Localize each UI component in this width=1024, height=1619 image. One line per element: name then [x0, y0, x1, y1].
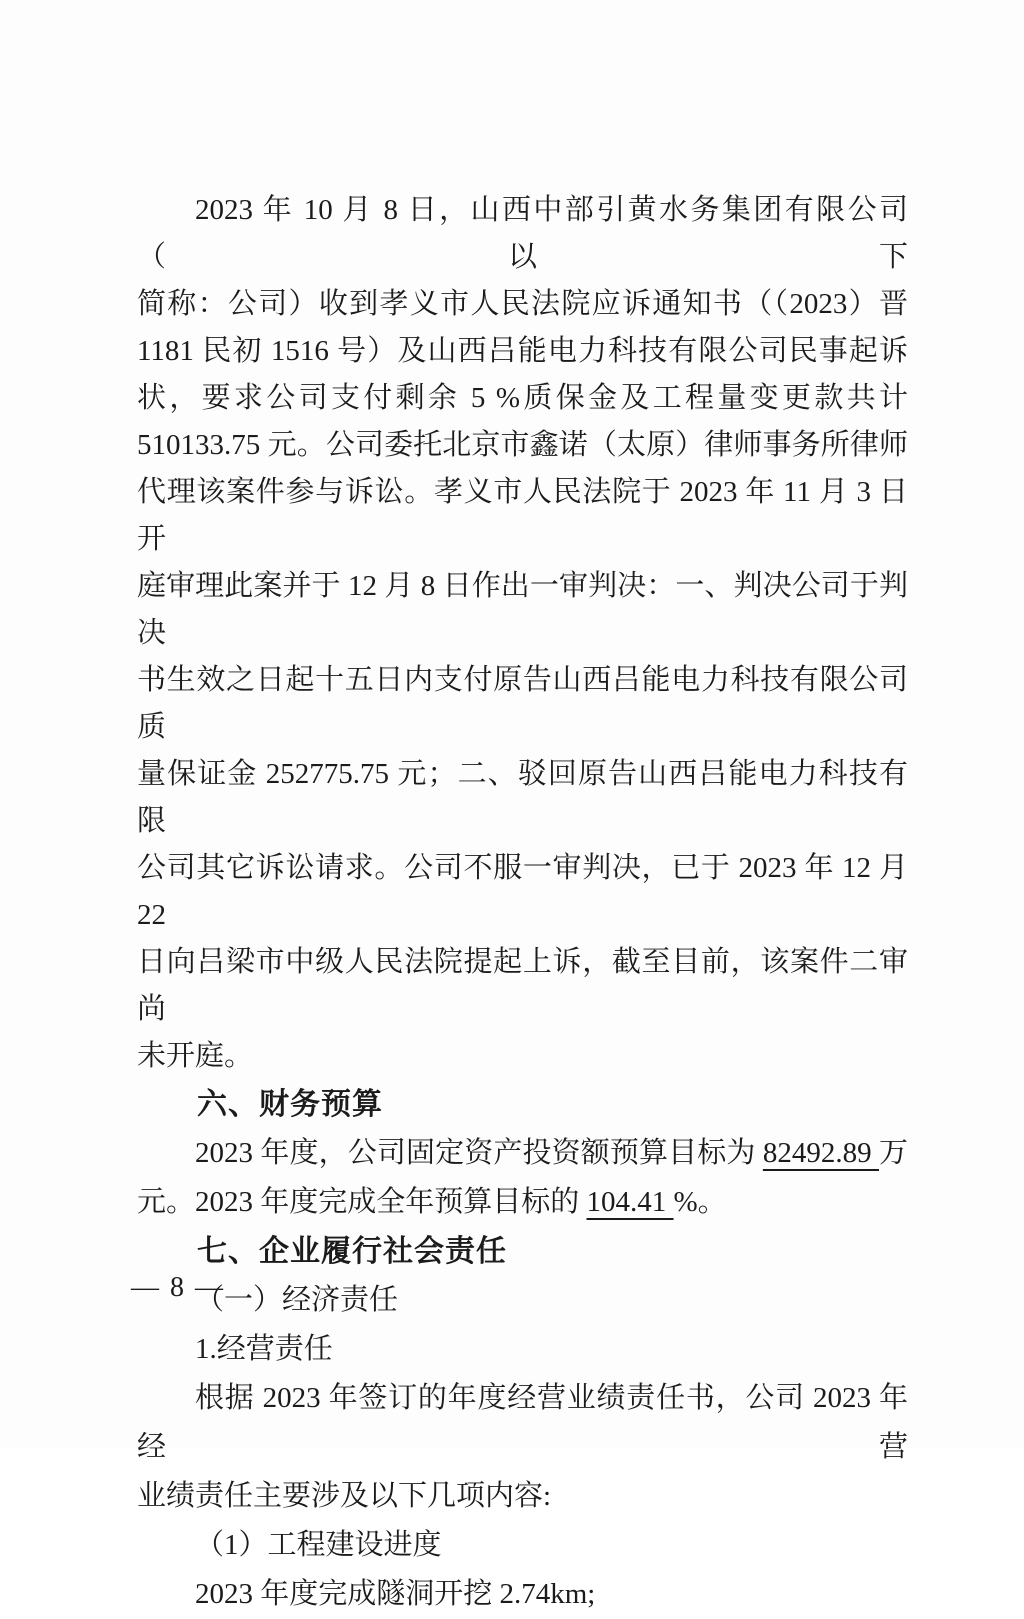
- text-line: 量保证金 252775.75 元；二、驳回原告山西吕能电力科技有限: [137, 758, 908, 837]
- text-line: 根据 2023 年签订的年度经营业绩责任书，公司 2023 年经营: [137, 1382, 908, 1463]
- responsibility-scope-paragraph: [137, 1374, 908, 1521]
- text-line: 1.经营责任: [195, 1333, 333, 1365]
- text-line: 业绩责任主要涉及以下几项内容:: [137, 1480, 552, 1512]
- underlined-value: 104.41: [586, 1186, 674, 1218]
- sub-item-construction-progress: [137, 1521, 908, 1570]
- section-7-heading: [137, 1227, 908, 1276]
- text-line: 简称：公司）收到孝义市人民法院应诉通知书（（2023）晋: [137, 288, 908, 320]
- text-segment: 元。2023 年度完成全年预算目标的: [137, 1186, 587, 1218]
- tunnel-excavation-paragraph: [137, 1570, 908, 1619]
- sub-heading-operating-responsibility: [137, 1325, 908, 1374]
- text-line: 状，要求公司支付剩余 5 %质保金及工程量变更款共计: [137, 382, 908, 414]
- text-line: 代理该案件参与诉讼。孝义市人民法院于 2023 年 11 月 3 日开: [137, 476, 908, 555]
- text-line: （一）经济责任: [195, 1284, 399, 1316]
- text-line: 书生效之日起十五日内支付原告山西吕能电力科技有限公司质: [137, 664, 908, 743]
- text-line: 公司其它诉讼请求。公司不服一审判决，已于 2023 年 12 月 22: [137, 852, 908, 931]
- text-line: 2023 年度完成隧洞开挖 2.74km;: [195, 1578, 596, 1610]
- text-line: 七、企业履行社会责任: [197, 1235, 507, 1268]
- text-line: （1）工程建设进度: [195, 1529, 442, 1561]
- page-number: — 8 —: [131, 1272, 225, 1303]
- text-line: 庭审理此案并于 12 月 8 日作出一审判决：一、判决公司于判决: [137, 570, 908, 649]
- text-segment: %。: [673, 1186, 727, 1218]
- text-segment: 2023 年度，公司固定资产投资额预算目标为: [195, 1137, 763, 1169]
- lawsuit-paragraph: [137, 187, 908, 1080]
- section-6-heading: [137, 1080, 908, 1129]
- text-line: 未开庭。: [137, 1040, 254, 1072]
- text-line: 510133.75 元。公司委托北京市鑫诺（太原）律师事务所律师: [137, 429, 908, 461]
- text-line: 2023 年 10 月 8 日，山西中部引黄水务集团有限公司（以下: [137, 194, 908, 273]
- underlined-value: 82492.89: [762, 1137, 879, 1169]
- text-line: [137, 1129, 908, 1178]
- text-segment: 万: [878, 1137, 908, 1169]
- text-line: [137, 1178, 908, 1227]
- sub-heading-economic-responsibility: [137, 1276, 908, 1325]
- text-line: 日向吕梁市中级人民法院提起上诉，截至目前，该案件二审尚: [137, 946, 908, 1025]
- budget-paragraph: [137, 1129, 908, 1227]
- document-body: [137, 187, 908, 1619]
- text-line: 1181 民初 1516 号）及山西吕能电力科技有限公司民事起诉: [137, 335, 908, 367]
- text-line: 六、财务预算: [197, 1088, 383, 1121]
